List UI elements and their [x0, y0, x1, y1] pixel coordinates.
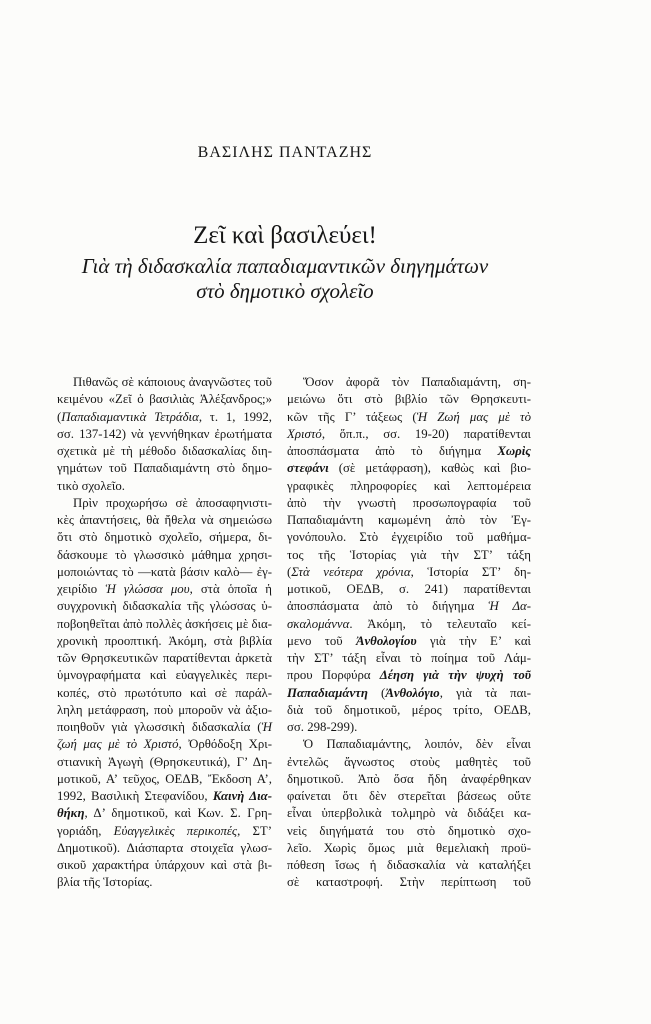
text-line [57, 443, 272, 460]
text-run: Ὁ Παπαδιαμάντης, λοιπόν, δὲν εἶναι [303, 737, 531, 752]
text-run: μοτικοῦ, ΟΕΔΒ, σ. 241) παρατίθενται [287, 582, 531, 596]
text-run: κῶν τῆς Γ’ τάξεως ( [287, 409, 417, 424]
text-line [287, 581, 531, 598]
text-line [57, 702, 272, 719]
text-line [287, 426, 531, 443]
text-run: Δημοτικοῦ). Διάσπαρτα στοιχεῖα γλωσ- [57, 840, 272, 855]
text-line [57, 788, 272, 805]
text-line [57, 495, 272, 512]
text-line [57, 857, 272, 874]
text-line [287, 443, 531, 460]
text-line [287, 512, 531, 529]
bold-italic-title: Ἀνθολόγιο [385, 685, 440, 700]
text-run: σσ. 137-142) νὰ γεννήθηκαν ἐρωτήματα [57, 426, 272, 441]
text-line [287, 702, 531, 719]
text-run: γοριάδη, [57, 823, 114, 838]
italic-title: ζωή μας μὲ τὸ Χριστό [57, 737, 179, 752]
article-subtitle [20, 254, 550, 304]
text-line [57, 650, 272, 667]
text-run: μοποιώντας τὸ —κατὰ βάσιν καλὸ— ἐγ- [57, 564, 272, 579]
text-line [287, 374, 531, 391]
text-line [57, 771, 272, 788]
text-run: μοτικοῦ, Α’ τεῦχος, ΟΕΔΒ, Ἔκδοση Α’, [57, 771, 272, 786]
text-line [287, 391, 531, 408]
text-line [57, 823, 272, 840]
text-run: ποιηθοῦν γιὰ γλωσσικὴ διδασκαλία ( [57, 720, 262, 734]
text-run: , Ὀρθόδοξη Χρι- [178, 737, 272, 752]
text-run: συγχρονικὴ διδασκαλία τῆς γλώσσας ὑ- [57, 599, 272, 614]
text-run: σὲ καταστροφή. Στὴν περίπτωση τοῦ [287, 875, 531, 890]
text-run: γονόπουλο. Στὸ ἐγχειρίδιο τοῦ μαθήμα- [287, 530, 531, 545]
text-line [57, 840, 272, 857]
text-line [287, 633, 531, 650]
italic-title: Ἡ Δα- [488, 599, 531, 614]
text-run: σχετικὰ μὲ τὴ μέθοδο διδασκαλίας διη- [57, 444, 272, 458]
italic-title: Στὰ νεότερα χρόνια [291, 564, 411, 579]
text-run: μειώνω ὅτι στὸ βιβλίο τῶν Θρησκευτι- [287, 392, 531, 407]
italic-title: Εὐαγγελικὲς περικοπές [113, 823, 238, 838]
text-run: μενο τοῦ [287, 633, 356, 648]
text-line [287, 650, 531, 667]
text-line [57, 374, 272, 391]
text-line [287, 598, 531, 615]
text-run: δημοτικοῦ. Ἀπὸ ὅσα ἤδη ἀναφέρθηκαν [287, 771, 531, 786]
text-run: τὴν ΣΤ’ τάξη εἶναι τὸ ποίημα τοῦ Λάμ- [287, 651, 531, 665]
text-line [57, 547, 272, 564]
text-run: κοπές, στὸ πρωτότυπο καὶ σὲ παράλ- [57, 685, 272, 700]
text-run: γημάτων τοῦ Παπαδιαμάντη στὸ δημο- [57, 461, 272, 476]
bold-italic-title: Χωρὶς [497, 444, 531, 458]
text-line [287, 771, 531, 788]
italic-title: Ἡ [261, 720, 272, 734]
author-name: ΒΑΣΙΛΗΣ ΠΑΝΤΑΖΗΣ [197, 144, 373, 161]
text-line [57, 754, 272, 771]
text-run: , στὰ ὁποῖα ἡ [189, 582, 272, 596]
bold-italic-title: Καινὴ Δια- [212, 789, 272, 803]
text-line [287, 719, 531, 736]
text-line [57, 478, 272, 495]
text-run: εἶναι ὑπερβολικὰ τολμηρὸ νὰ διδάξει κα- [287, 806, 531, 821]
text-line [57, 685, 272, 702]
text-run: Πρὶν προχωρήσω σὲ ἀποσαφηνιστι- [73, 495, 272, 510]
text-run: ( [57, 409, 62, 424]
article-title: Ζεῖ καὶ βασιλεύει! [193, 222, 377, 249]
text-run: 1992, Βασιλικὴ Στεφανίδου, [57, 789, 213, 803]
paragraph [287, 374, 531, 736]
text-line [57, 426, 272, 443]
text-line [287, 564, 531, 581]
text-run: , ὅπ.π., σσ. 19-20) παρατίθενται [321, 426, 531, 441]
text-line [57, 512, 272, 529]
text-run: ἀποσπάσματα ἀπὸ τὸ διήγημα [287, 599, 489, 614]
text-line [287, 495, 531, 512]
italic-title: Ἡ γλώσσα μου [105, 582, 190, 596]
text-line [57, 598, 272, 615]
text-line [287, 685, 531, 702]
text-run: ἐντελῶς ἄγνωστος στοὺς μαθητὲς τοῦ [287, 754, 531, 769]
paragraph [57, 374, 272, 495]
text-run: ληλη μετάφραση, ποὺ μποροῦν νὰ ἀξιο- [57, 702, 272, 717]
text-run: χειρίδιο [57, 582, 106, 596]
text-run: ἀποσπάσματα ἀπὸ τὸ διήγημα [287, 444, 498, 458]
text-line [287, 754, 531, 771]
text-line [57, 736, 272, 753]
text-line [287, 857, 531, 874]
text-line [287, 840, 531, 857]
text-line [57, 719, 272, 736]
text-run: Πιθανῶς σὲ κάποιους ἀναγνῶστες τοῦ [73, 375, 272, 389]
text-run: γιὰ τὴν Ε’ καὶ [416, 633, 531, 648]
text-line [287, 788, 531, 805]
bold-italic-title: Παπαδιαμάντη [287, 685, 368, 700]
text-run: τικὸ σχολεῖο. [57, 478, 125, 493]
bold-italic-title: Δέηση γιὰ τὴν ψυχὴ τοῦ [379, 668, 531, 683]
text-run: γραφικὲς πληροφορίες καὶ λεπτομέρεια [287, 478, 531, 493]
text-line [287, 736, 531, 753]
text-run: ποβοηθεῖται ἀπὸ πολλὲς ἀσκήσεις μὲ δια- [57, 616, 272, 631]
italic-title: Ἡ Ζωή μας μὲ τὸ [416, 409, 531, 424]
text-run: κειμένου «Ζεῖ ὁ βασιλιὰς Ἀλέξανδρος;» [57, 392, 272, 407]
text-line [57, 805, 272, 822]
text-line [57, 581, 272, 598]
text-line [57, 564, 272, 581]
paragraph [57, 495, 272, 892]
italic-title: Χριστό [287, 426, 322, 441]
text-line [287, 823, 531, 840]
text-run: , τ. 1, 1992, [198, 409, 273, 424]
text-run: στιανικὴ Ἀγωγὴ (Θρησκευτικά), Γ’ Δη- [57, 754, 272, 769]
text-line [287, 460, 531, 477]
text-run: φαίνεται ὅτι δὲν στερεῖται βάσεως οὔτε [287, 789, 531, 803]
bold-italic-title: θήκη [57, 806, 85, 821]
bold-italic-title: Ἀνθολογίου [355, 633, 417, 648]
text-line [287, 805, 531, 822]
text-run: ὑμνογραφήματα καὶ εὐαγγελικὲς περι- [57, 668, 272, 683]
text-run: σσ. 298-299). [287, 720, 358, 734]
text-run: λεῖο. Χωρὶς ὅμως μιὰ θεμελιακὴ προϋ- [287, 840, 531, 855]
text-run: . Ἀκόμη, τὸ τελευταῖο κεί- [349, 616, 531, 631]
text-run: , γιὰ τὰ παι- [439, 685, 531, 700]
subtitle-line: στὸ δημοτικὸ σχολεῖο [196, 279, 374, 303]
text-line [57, 460, 272, 477]
text-line [287, 616, 531, 633]
text-line [287, 874, 531, 891]
text-line [287, 529, 531, 546]
text-run: βλία τῆς Ἱστορίας. [57, 875, 153, 890]
italic-title: σκαλομάννα [287, 616, 350, 631]
text-line [57, 529, 272, 546]
text-line [287, 478, 531, 495]
text-run: πρου Πορφύρα [287, 668, 380, 683]
text-run: πόθεση ἴσως ἡ διδασκαλία νὰ καταλήξει [287, 858, 531, 872]
text-run: Παπαδιαμάντη καμωμένη ἀπὸ τὸν Ἐγ- [287, 513, 531, 527]
text-run: ὅτι στὸ δημοτικὸ σχολεῖο, σήμερα, δι- [57, 530, 272, 545]
text-run: , Δ’ δημοτικοῦ, καὶ Κων. Σ. Γρη- [84, 806, 272, 821]
text-run: ( [367, 685, 386, 700]
text-line [287, 547, 531, 564]
text-line [287, 667, 531, 684]
text-run: τος τῆς Ἱστορίας γιὰ τὴν ΣΤ’ τάξη [287, 547, 531, 562]
text-run: νεὶς διηγήματά του στὸ δημοτικὸ σχο- [287, 823, 531, 838]
text-line [57, 874, 272, 891]
text-run: κὲς ἀπαντήσεις, θὰ ἤθελα νὰ σημειώσω [57, 513, 272, 527]
text-line [57, 616, 272, 633]
text-run: , ΣΤ’ [237, 823, 272, 838]
text-run: , Ἱστορία ΣΤ’ δη- [410, 564, 531, 579]
text-run: δάσκουμε τὸ γλωσσικὸ μάθημα χρησι- [57, 547, 272, 562]
text-run: Ὅσον ἀφορᾶ τὸν Παπαδιαμάντη, ση- [303, 375, 531, 389]
text-column-left [57, 374, 272, 892]
text-run: ἀπὸ τὴν γνωστὴ προσωπογραφία τοῦ [287, 495, 531, 510]
italic-title: Παπαδιαμαντικὰ Τετράδια [61, 409, 199, 424]
text-column-right [287, 374, 531, 892]
bold-italic-title: στεφάνι [287, 461, 329, 476]
text-run: σικοῦ χαρακτήρα ὑπάρχουν καὶ στὰ βι- [57, 858, 272, 872]
subtitle-line: Γιὰ τὴ διδασκαλία παπαδιαμαντικῶν διηγημάτων [81, 254, 489, 278]
text-run: τῶν Θρησκευτικῶν παρατίθενται ἀρκετὰ [57, 651, 272, 665]
text-run: (σὲ μετάφραση), καθὼς καὶ βιο- [328, 461, 531, 476]
text-line [287, 409, 531, 426]
text-line [57, 391, 272, 408]
paragraph [287, 736, 531, 891]
text-line [57, 667, 272, 684]
text-run: ( [287, 564, 292, 579]
text-line [57, 409, 272, 426]
text-run: διὰ τοῦ δημοτικοῦ, μέρος τρίτο, ΟΕΔΒ, [287, 702, 531, 717]
text-line [57, 633, 272, 650]
text-run: χρονικὴ προοπτική. Ἀκόμη, στὰ βιβλία [57, 633, 272, 648]
